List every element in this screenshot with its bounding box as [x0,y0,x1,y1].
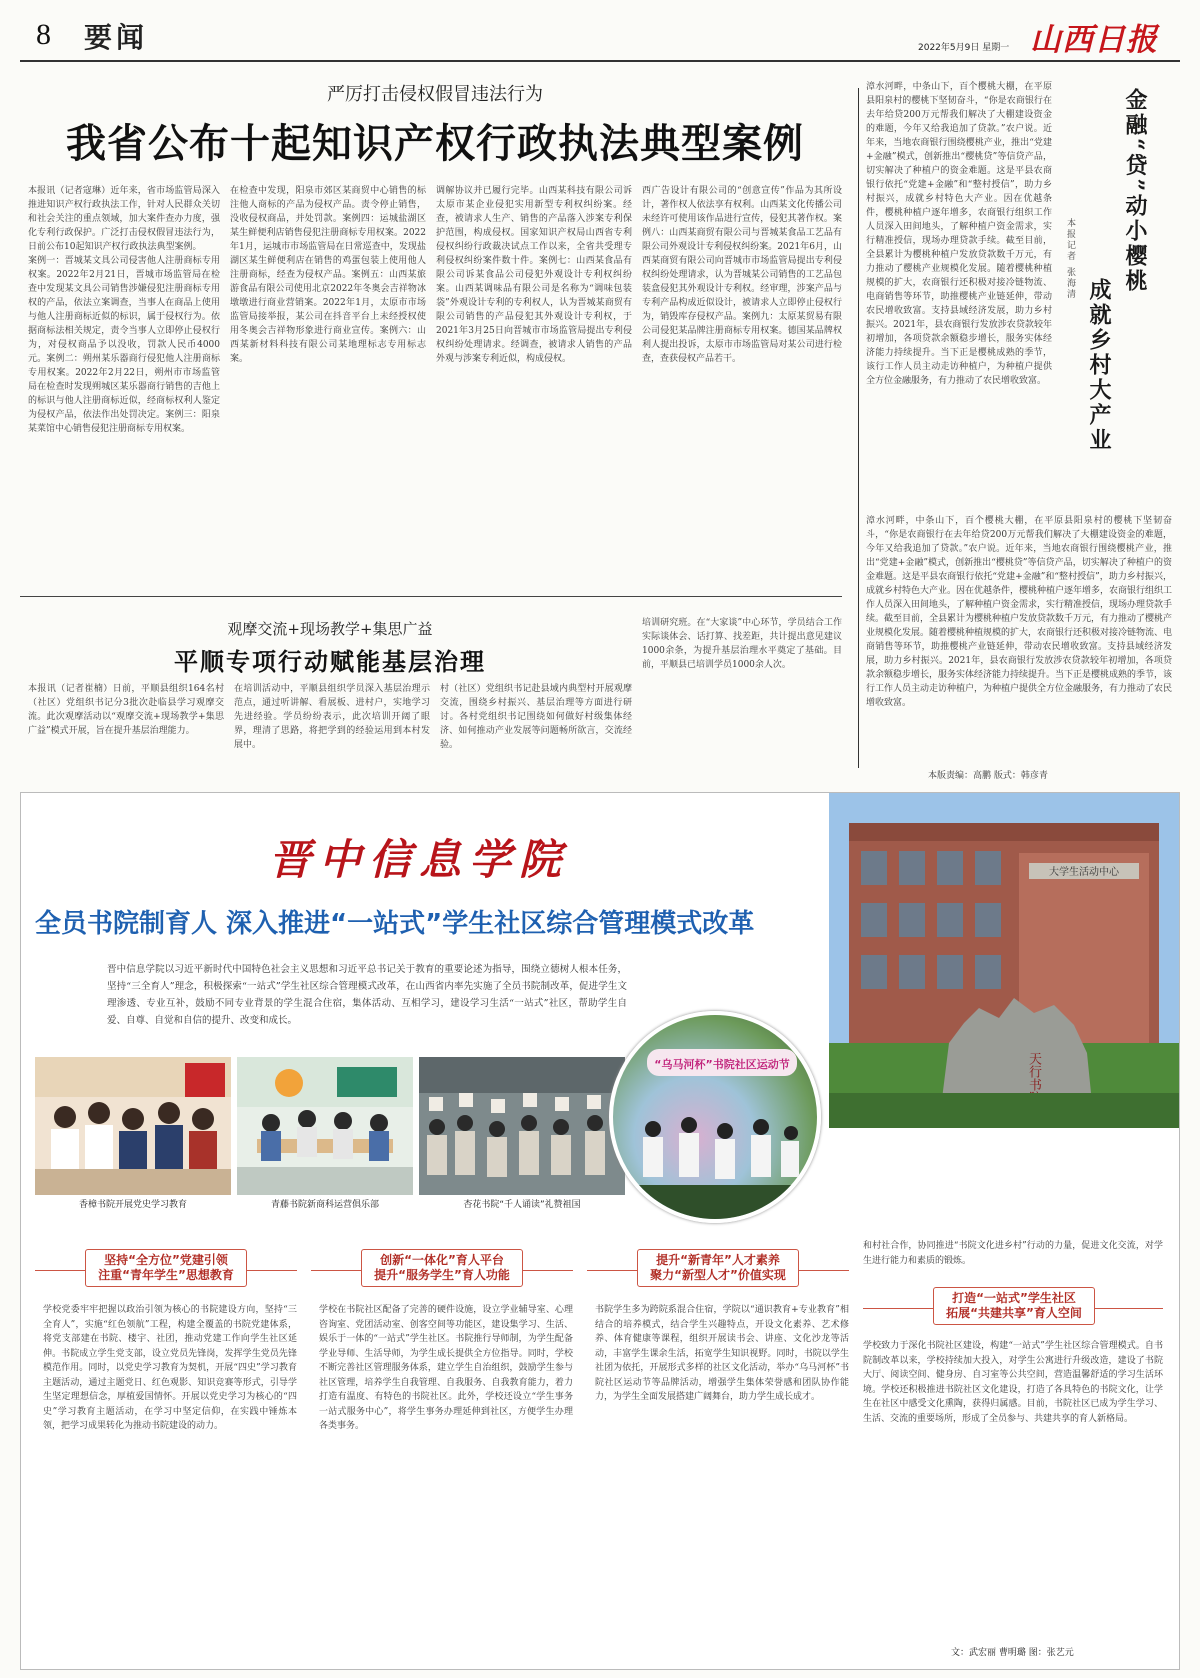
section-title-line: 打造“一站式”学生社区 [952,1291,1076,1305]
section-title [933,1287,1095,1325]
article-column [436,184,632,584]
school-name-calligraphy: 晋中信息学院 [269,835,570,884]
article-column [440,682,632,782]
masthead-rule [20,60,1180,62]
advertorial-headline: 全员书院制育人 深入推进“一站式”学生社区综合管理模式改革 [35,909,755,939]
section-banner [587,1249,849,1293]
sidebar-body [866,80,1052,504]
section-title-line: 提升“服务学生”育人功能 [374,1268,510,1282]
section-body: 学校在书院社区配备了完善的硬件设施，设立学业辅导室、心理咨询室、党团活动室、创客空间等功能区，建设集学习、生活、娱乐于一体的“一站式”学生社区。书院推行导师制，为学生配备学业导师、生活导师，为学生成长提供全方位指导。同时，学校不断完善社区管理服务体系，建立学生自治组织，鼓励学生参与社区管理，培养学生自我管理、自我服务、自我教育能力，着力打造有温度、有特色的书院社区。此外，学校还设立“学生事务一站式服务中心”，将学生事务办理延伸到社区，方便学生办理各类事务。 [319,1305,573,1431]
section-body: 学校党委牢牢把握以政治引领为核心的书院建设方向，坚持“三全育人”，实施“红色领航”工程，构建全覆盖的书院党建体系，将党支部建在书院、楼宇、社团，推动党建工作向学生社区延伸。书院成立学生党支部，设立党员先锋岗，发挥学生党员先锋模范作用。同时，以党史学习教育为契机，开展“四史”学习教育主题活动，通过主题党日、红色观影、知识竞赛等形式，引导学生坚定理想信念，厚植爱国情怀。开展以党史学习为核心的“四史”学习教育主题活动，在学习中坚定信仰，在实践中锤炼本领，把学习成果转化为推动书院建设的动力。 [43,1305,297,1431]
paper-name-logo: 山西日报 [1030,22,1158,58]
column-text: 案例一：晋城某文具公司侵害他人注册商标专用权案。2022年2月21日，晋城市场监管局在检查中发现某文具公司销售涉嫌侵犯注册商标专用权的产品，依法立案调查，当事人在商品上使用与他人注册商标近似的标识，属于侵权行为。依据商标法相关规定，责令当事人立即停止侵权行为，对侵权商品予以没收，罚款人民币4000元。案例二：朔州某乐器商行侵犯他人注册商标专用权案。2022年2月22日，朔州市市场监管局在检查时发现朔城区某乐器商行销售的吉他上的标识与他人注册商标近似，经商标权利人鉴定为侵权产品，依法作出处罚决定。案例三：阳泉某菜馆中心销售侵犯注册商标专用权案。 [28,256,220,434]
photo-reading-event [419,1057,625,1195]
sidebar-byline: 本报记者 张海清 [1065,218,1075,300]
section-title-line: 提升“新青年”人才素养 [656,1253,780,1267]
section-title-line: 注重“青年学生”思想教育 [98,1268,234,1282]
photo-caption: 香樟书院开展党史学习教育 [78,1200,187,1210]
section-title [637,1249,799,1287]
sidebar-headline-line: 成就乡村大产业 [1086,278,1112,453]
section-body: 学校致力于深化书院社区建设，构建“一站式”学生社区综合管理模式。自书院制改革以来，学校持续加大投入，对学生公寓进行升级改造，建设了书院大厅、阅读空间、健身房、自习室等公共空间，营造温馨舒适的学习生活环境。学校还积极推进书院社区文化建设，打造了各具特色的书院文化，让学生在社区中感受文化熏陶，获得归属感。目前，书院社区已成为学生学习、生活、交流的重要场所，形成了全员参与、共建共享的育人新格局。 [863,1341,1163,1424]
section-pre-text: 和村社合作，协同推进“书院文化进乡村”行动的力量，促进文化交流，对学生进行能力和素质的锻炼。 [863,1241,1163,1266]
column-text: 本报讯（记者崔楠）日前，平顺县组织164名村（社区）党组织书记分3批次赴临县学习观摩交流。此次观摩活动以“观摩交流+现场教学+集思广益”模式开展，旨在提升基层治理能力。 [28,684,224,736]
sports-festival-photo [609,1011,821,1223]
column-text: 调解协议并已履行完毕。山西某科技有限公司诉太原市某企业侵犯实用新型专利权纠纷案。经查，被请求人生产、销售的产品落入涉案专利保护范围，构成侵权。国家知识产权局山西省专利侵权纠纷行政裁决试点工作以来，全省共受理专利侵权纠纷案件数十件。案例七：山西某食品有限公司诉某食品公司侵犯外观设计专利权纠纷案。山西某调味品有限公司是名称为“调味包装袋”外观设计专利的专利权人，认为晋城某商贸有限公司销售的产品侵犯其外观设计专利权，于2021年3月25日向晋城市市场监管局提出专利侵权纠纷处理请求。经调查，被请求人销售的产品外观与涉案专利近似，构成侵权。 [436,186,632,364]
section-title-line: 聚力“新型人才”价值实现 [650,1268,786,1282]
crowd-illustration [613,1105,821,1223]
sidebar-headline-line: 金融“贷”动小樱桃 [1122,88,1148,295]
article-headline: 我省公布十起知识产权行政执法典型案例 [66,121,804,167]
sidebar-text: 漳水河畔，中条山下，百个樱桃大棚，在平原县阳泉村的樱桃下坚韧奋斗，“你是农商银行在去年给贷200万元帮我们解决了大棚建设资金的难题，今年又给我追加了贷款。”农户说。近年来，当地农商银行围绕樱桃产业，推出“党建+金融”模式，创新推出“樱桃贷”等信贷产品，切实解决了种植户的资金难题。这是平县农商银行依托“党建+金融”和“整村授信”，助力乡村振兴，成就乡村特色大产业。因在优越条件，樱桃种植户逐年增多，农商银行组织工作人员深入田间地头，了解种植户资金需求，实行精准授信，现场办理贷款手续。截至目前，全县累计为樱桃种植户发放贷款数千万元，有力推动了樱桃产业规模化发展。随着樱桃种植规模的扩大，农商银行还积极对接冷链物流、电商销售等环节，助推樱桃产业链延伸，带动农民增收致富。支持县域经济发展，助力乡村振兴。2021年，县农商银行发放涉农贷款较年初增加，各项贷款余额稳步增长，服务实体经济能力持续提升。当下正是樱桃成熟的季节，该行工作人员主动走访种植户，为种植户提供全方位金融服务，有力推动了农民增收致富。 [866,516,1172,708]
section-banner [863,1287,1163,1331]
column-text: 村（社区）党组织书记赴县域内典型村开展观摩交流，围绕乡村振兴、基层治理等方面进行研讨。各村党组织书记围绕如何做好村级集体经济、如何推动产业发展等问题畅所欲言，交流经验。 [440,684,632,750]
column-text: 在培训活动中，平顺县组织学员深入基层治理示范点，通过听讲解、看展板、进村户，实地学习先进经验。学员纷纷表示，此次培训开阔了眼界，理清了思路，将把学到的经验运用到本村发展中。 [234,684,430,750]
masthead [0,0,1200,62]
column-text: 西广告设计有限公司的“创意宣传”作品为其所设计，著作权人依法享有权利。山西某文化传播公司未经许可使用该作品进行宣传，侵犯其著作权。案例八：山西某商贸有限公司与晋城某食品工艺品有限公司外观设计专利侵权纠纷案。2021年6月，山西某商贸有限公司向晋城市市场监管局提出专利侵权纠纷处理请求，认为晋城某公司销售的工艺品包装盒侵犯其外观设计专利权。经审理，涉案产品与专利产品构成近似设计，被请求人立即停止侵权行为，销毁库存侵权产品。案例九：太原某贸易有限公司侵犯某品牌注册商标专用权案。德国某品牌权利人提出投诉，太原市市场监管局对某公司进行检查，查获侵权产品若干。 [642,186,842,364]
section-divider [20,596,842,597]
article-ip-cases [20,66,850,586]
article-column [234,682,430,782]
section-title-line: 创新“一体化”育人平台 [380,1253,504,1267]
page-number: 8 [36,18,51,51]
section-banner [311,1249,573,1293]
photo-caption: 杏花书院“千人诵读”礼赞祖国 [463,1200,581,1210]
article-column [230,184,426,584]
event-sign-text: “乌马河杯”书院社区运动节 [654,1058,790,1071]
advertorial-credit: 文：武宏丽 曹明璐 图：张艺元 [951,1648,1074,1658]
advertorial-intro: 晋中信息学院以习近平新时代中国特色社会主义思想和习近平总书记关于教育的重要论述为指导，围绕立德树人根本任务，坚持“三全育人”理念，积极探索“一站式”学生社区综合管理模式改革，在山西省内率先实施了全员书院制改革，促进学生文理渗透、专业互补，鼓励不同专业背景的学生混合住宿，集体活动、互相学习，建设学习生活“一站式”社区，帮助学生自爱、自尊、自觉和自信的提升、改变和成长。 [107,964,627,1026]
section-title-line: 坚持“全方位”党建引领 [104,1253,228,1267]
sidebar-headline [1062,88,1172,508]
section-body: 书院学生多为跨院系混合住宿，学院以“通识教育+专业教育”相结合的培养模式，结合学生兴趣特点，开设文化素养、艺术修养、体育健康等课程，组织开展读书会、讲座、文化沙龙等活动，丰富学生课余生活，拓宽学生知识视野。同时，书院以学生社团为依托，开展形式多样的社区文化活动，举办“乌马河杯”书院社区运动节等品牌活动，增强学生集体荣誉感和团队协作能力，为学生全面发展搭建广阔舞台，助力学生成长成才。 [595,1305,849,1402]
sidebar-article [858,66,1180,786]
section-title [361,1249,523,1287]
article-kicker: 严厉打击侵权假冒违法行为 [327,84,543,105]
advertorial-panel [20,792,1180,1670]
building-sign: 大学生活动中心 [1049,867,1119,878]
campus-building-photo [829,793,1180,1128]
sidebar-body-continued [866,514,1172,758]
section-title [85,1249,247,1287]
section-banner [35,1249,297,1293]
article-headline: 平顺专项行动赋能基层治理 [174,648,486,676]
sidebar-left-rule [858,88,859,768]
column-text: 培训研究班。在“大家谈”中心环节，学员结合工作实际谈体会、话打算、找差距，共计提出意见建议1000余条，为提升基层治理水平奠定了基础。目前，平顺县已培训学员1000余人次。 [642,618,842,670]
lead-paragraph: 本报讯（记者寇琳）近年来，省市场监管局深入推进知识产权行政执法工作，针对人民群众关切和社会关注的重点领域，加大案件查办力度，强化专利行政保护。广泛打击侵权假冒违法行为，日前公布10起知识产权行政执法典型案例。 [28,186,220,252]
event-sign-banner [647,1049,797,1076]
article-kicker: 观摩交流+现场教学+集思广益 [227,620,433,638]
stone-text: 天行书院 [989,1052,1041,1067]
photo-caption: 青藤书院新商科运营俱乐部 [270,1200,379,1210]
issue-date: 2022年5月9日 星期一 [918,43,1010,53]
column-text: 在检查中发现，阳泉市郊区某商贸中心销售的标注他人商标的产品为侵权产品。责令停止销售，没收侵权商品，并处罚款。案例四：运城盐湖区某生鲜便利店销售侵犯注册商标专用权案。2022年1月，运城市市场监管局在日常巡查中，发现盐湖区某生鲜便利店在销售的鸡蛋包装上使用他人注册商标，经查为侵权产品。案例五：山西某旅游食品有限公司使用北京2022年冬奥会吉祥物冰墩墩进行商业营销案。2022年1月，太原市市场监管局接举报，某公司在抖音平台上未经授权使用冬奥会吉祥物形象进行商业宣传。案例六：山西某新材料科技有限公司某地理标志专用标志案。 [230,186,426,364]
section-name: 要闻 [84,21,149,54]
article-pingshun [20,606,850,786]
article-column [642,184,842,584]
photo-business-club [237,1057,413,1195]
article-column [642,616,842,782]
editor-credit: 本版责编：高鹏 版式：韩彦青 [928,771,1048,781]
article-column [28,682,224,782]
photo-party-history-study [35,1057,231,1195]
article-lead [28,184,220,584]
sidebar-text: 漳水河畔，中条山下，百个樱桃大棚，在平原县阳泉村的樱桃下坚韧奋斗，“你是农商银行在去年给贷200万元帮我们解决了大棚建设资金的难题，今年又给我追加了贷款。”农户说。近年来，当地农商银行围绕樱桃产业，推出“党建+金融”模式，创新推出“樱桃贷”等信贷产品，切实解决了种植户的资金难题。这是平县农商银行依托“党建+金融”和“整村授信”，助力乡村振兴，成就乡村特色大产业。因在优越条件，樱桃种植户逐年增多，农商银行组织工作人员深入田间地头，了解种植户资金需求，实行精准授信，现场办理贷款手续。截至目前，全县累计为樱桃种植户发放贷款数千万元，有力推动了樱桃产业规模化发展。随着樱桃种植规模的扩大，农商银行还积极对接冷链物流、电商销售等环节，助推樱桃产业链延伸，带动农民增收致富。支持县域经济发展，助力乡村振兴。2021年，县农商银行发放涉农贷款较年初增加，各项贷款余额稳步增长，服务实体经济能力持续提升。当下正是樱桃成熟的季节，该行工作人员主动走访种植户，为种植户提供全方位金融服务，有力推动了农民增收致富。 [866,82,1052,386]
section-title-line: 拓展“共建共享”育人空间 [946,1306,1082,1320]
